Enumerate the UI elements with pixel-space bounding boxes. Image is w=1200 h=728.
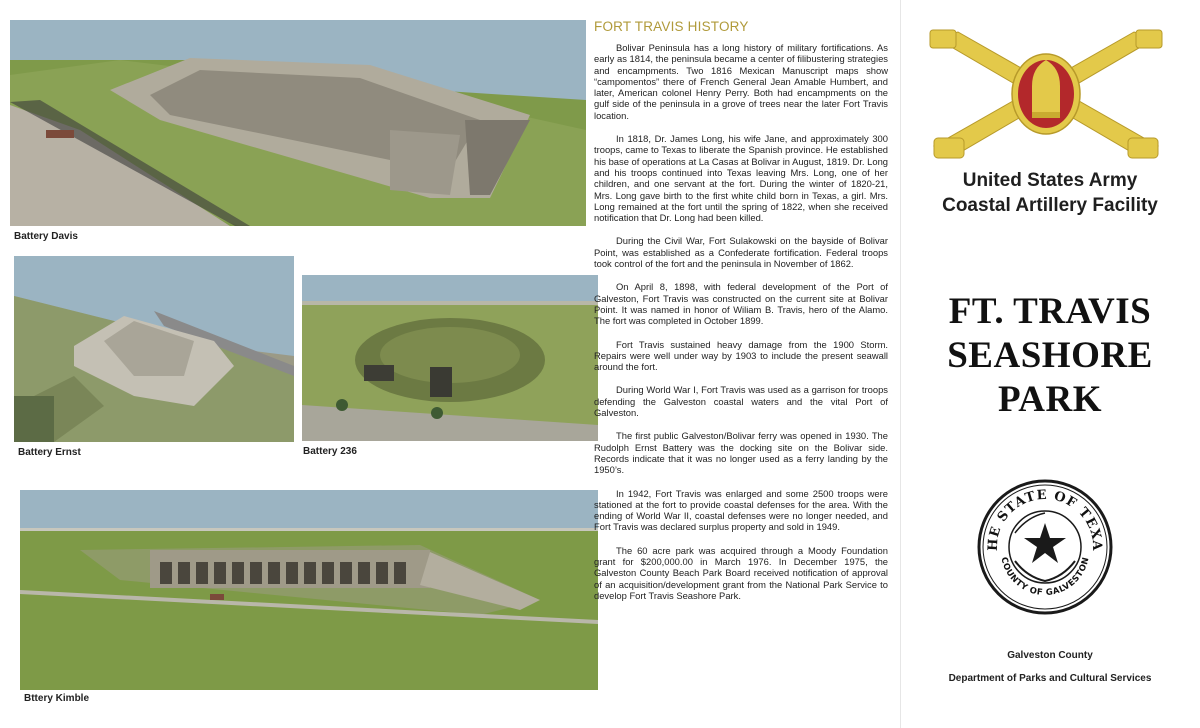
seal-top-text: HE STATE OF TEXA bbox=[985, 487, 1105, 552]
park-title-line-2: SEASHORE bbox=[947, 335, 1153, 376]
battery-ernst-caption: Battery Ernst bbox=[18, 447, 81, 458]
history-paragraph: In 1942, Fort Travis was enlarged and some 2500 troops were stationed at the fort to provide coastal defenses for the area. With the ending of World War II, coastal defenses were no longer needed, and Fort Travis was declared surplus property and sold in 1949. bbox=[594, 487, 888, 533]
park-title bbox=[906, 290, 1194, 422]
battery-236-photo bbox=[302, 275, 598, 441]
history-paragraph: During World War I, Fort Travis was used as a garrison for troops defending the Galveston coastal waters and the vital Port of Galveston. bbox=[594, 384, 888, 419]
department-name: Department of Parks and Cultural Services bbox=[948, 673, 1152, 684]
county-name: Galveston County bbox=[1007, 650, 1093, 661]
park-title-line-1: FT. TRAVIS bbox=[948, 291, 1152, 332]
history-paragraph: Fort Travis sustained heavy damage from the 1900 Storm. Repairs were well under way by 1903 to include the present seawall around the fort. bbox=[594, 338, 888, 373]
history-paragraph: During the Civil War, Fort Sulakowski on the bayside of Bolivar Point, was established as a Confederate fortification. Federal troops took control of the fort and the peninsula in November of 1862. bbox=[594, 235, 888, 270]
park-title-line-3: PARK bbox=[997, 379, 1103, 420]
history-paragraph: The 60 acre park was acquired through a Moody Foundation grant for $200,000.00 in March 1976. In December 1975, the Galveston County Beach Park Board received notification of approval of an acquisition/development grant from the National Park Service to develop Fort Travis Seashore Park. bbox=[594, 544, 888, 601]
battery-davis-photo bbox=[10, 20, 586, 226]
battery-kimble-caption: Bttery Kimble bbox=[24, 693, 90, 704]
battery-davis-caption: Battery Davis bbox=[14, 231, 78, 242]
seal-bottom-text: COUNTY OF GALVESTON bbox=[998, 556, 1092, 599]
organization-line-1: United States Army bbox=[962, 170, 1138, 191]
battery-236-caption: Battery 236 bbox=[303, 446, 357, 457]
battery-ernst-photo bbox=[14, 256, 294, 442]
organization-line-2: Coastal Artillery Facility bbox=[942, 195, 1158, 216]
history-paragraph: In 1818, Dr. James Long, his wife Jane, and approximately 300 troops, came to Texas to liberate the Spanish province. He established his base of operations at La Casas at Bolivar in August, 1819. Dr. Long and his troops continued into Texas leaving Mrs. Long, one of her children, and one servant at the fort. During the winter of 1820-21, Mrs. Long gave birth to the first white child born in Texas, a girl. Mrs. Long remained at the fort until the spring of 1822, when she received notification that Dr. Long had been killed. bbox=[594, 133, 888, 224]
history-paragraph: The first public Galveston/Bolivar ferry was opened in 1930. The Rudolph Ernst Battery was the docking site on the Bolivar side. Records indicate that it was no longer used as a ferry landing by the 1950’s. bbox=[594, 430, 888, 476]
organization-name bbox=[906, 168, 1194, 218]
texas-county-seal-icon bbox=[975, 477, 1115, 617]
history-title: FORT TRAVIS HISTORY bbox=[594, 19, 749, 34]
battery-kimble-photo bbox=[20, 490, 598, 690]
history-paragraph: Bolivar Peninsula has a long history of military fortifications. As early as 1814, the peninsula became a center of filibustering strategies and encampments. Two 1816 Mexican Manuscript maps show “campomentos” there of French General Jean Amable Humbert, and later, American colonel Henry Perry. Both had encampments on the gulf side of the peninsula in a grove of trees near the later Fort Travis location. bbox=[594, 42, 888, 121]
crossed-cannons-insignia-icon bbox=[928, 28, 1164, 160]
history-paragraph: On April 8, 1898, with federal development of the Port of Galveston, Fort Travis was constructed on the current site at Bolivar Point. It was named in honor of Wiliam B. Travis, hero of the Alamo. The fort was completed in October 1899. bbox=[594, 281, 888, 327]
history-text bbox=[594, 42, 888, 613]
